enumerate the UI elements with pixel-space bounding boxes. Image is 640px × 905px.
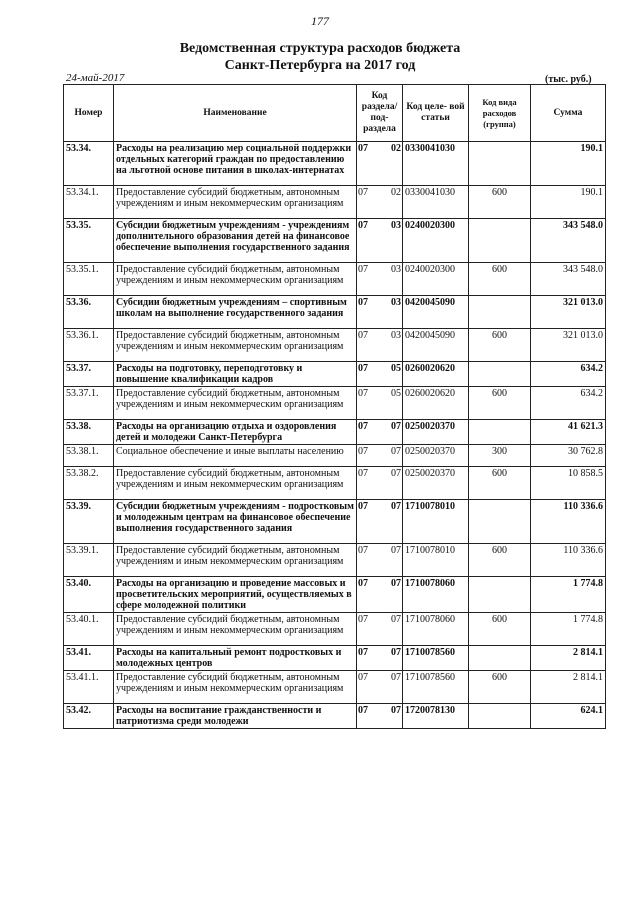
row-subsection: 07	[391, 614, 401, 625]
row-number: 53.34.1.	[64, 186, 114, 219]
row-target-code: 0330041030	[403, 142, 469, 186]
table-row	[64, 362, 606, 387]
row-number: 53.35.1.	[64, 263, 114, 296]
row-number: 53.37.1.	[64, 387, 114, 420]
row-target-code: 1710078560	[403, 671, 469, 704]
row-name: Предоставление субсидий бюджетным, автономным учреждениям и иным некоммерческим организациям	[114, 186, 357, 219]
table-header-row	[64, 85, 606, 142]
row-target-code: 0330041030	[403, 186, 469, 219]
row-section-code	[357, 219, 403, 263]
row-section-code	[357, 467, 403, 500]
row-sum: 10 858.5	[531, 467, 606, 500]
row-expense-type: 600	[469, 544, 531, 577]
table-row	[64, 329, 606, 362]
row-expense-type: 600	[469, 671, 531, 704]
table-row	[64, 142, 606, 186]
row-sum: 2 814.1	[531, 671, 606, 704]
row-subsection: 07	[391, 578, 401, 589]
row-sum: 1 774.8	[531, 613, 606, 646]
header-sum: Сумма	[531, 85, 606, 142]
table-row	[64, 467, 606, 500]
header-kvr: Код вида расходов (группа)	[469, 85, 531, 142]
table-row	[64, 646, 606, 671]
row-sum: 634.2	[531, 387, 606, 420]
row-expense-type: 600	[469, 613, 531, 646]
row-sum: 343 548.0	[531, 219, 606, 263]
header-target: Код целе- вой статьи	[403, 85, 469, 142]
row-section-code	[357, 142, 403, 186]
row-sum: 110 336.6	[531, 544, 606, 577]
row-expense-type: 600	[469, 263, 531, 296]
row-name: Расходы на подготовку, переподготовку и повышение квалификации кадров	[114, 362, 357, 387]
row-number: 53.42.	[64, 704, 114, 729]
row-expense-type: 600	[469, 387, 531, 420]
row-subsection: 07	[391, 672, 401, 683]
row-subsection: 03	[391, 264, 401, 275]
row-number: 53.40.1.	[64, 613, 114, 646]
row-section-code	[357, 544, 403, 577]
table-row	[64, 577, 606, 613]
document-date: 24-май-2017	[66, 72, 125, 84]
table-row	[64, 445, 606, 467]
row-target-code: 0240020300	[403, 219, 469, 263]
row-section: 07	[358, 143, 368, 154]
row-target-code: 1710078010	[403, 500, 469, 544]
row-sum: 321 013.0	[531, 296, 606, 329]
row-number: 53.36.	[64, 296, 114, 329]
table-row	[64, 544, 606, 577]
row-name: Субсидии бюджетным учреждениям - учреждениям дополнительного образования детей на финансовое обеспечение выполнения государственного задания	[114, 219, 357, 263]
row-number: 53.41.1.	[64, 671, 114, 704]
header-number: Номер	[64, 85, 114, 142]
row-section: 07	[358, 363, 368, 374]
row-name: Расходы на воспитание гражданственности и патриотизма среди молодежи	[114, 704, 357, 729]
row-sum: 2 814.1	[531, 646, 606, 671]
row-section-code	[357, 445, 403, 467]
row-name: Социальное обеспечение и иные выплаты населению	[114, 445, 357, 467]
row-section-code	[357, 296, 403, 329]
row-expense-type	[469, 704, 531, 729]
row-number: 53.34.	[64, 142, 114, 186]
row-section: 07	[358, 446, 368, 457]
row-section-code	[357, 362, 403, 387]
row-target-code: 0260020620	[403, 387, 469, 420]
row-subsection: 07	[391, 705, 401, 716]
header-section: Код раздела/ под- раздела	[357, 85, 403, 142]
row-section-code	[357, 613, 403, 646]
row-sum: 1 774.8	[531, 577, 606, 613]
row-subsection: 07	[391, 647, 401, 658]
row-sum: 343 548.0	[531, 263, 606, 296]
row-number: 53.41.	[64, 646, 114, 671]
row-section: 07	[358, 297, 368, 308]
table-row	[64, 613, 606, 646]
row-target-code: 0240020300	[403, 263, 469, 296]
row-name: Предоставление субсидий бюджетным, автономным учреждениям и иным некоммерческим организациям	[114, 263, 357, 296]
row-section: 07	[358, 330, 368, 341]
row-subsection: 07	[391, 446, 401, 457]
row-section: 07	[358, 614, 368, 625]
row-sum: 110 336.6	[531, 500, 606, 544]
row-expense-type: 600	[469, 467, 531, 500]
row-name: Расходы на капитальный ремонт подростковых и молодежных центров	[114, 646, 357, 671]
row-section: 07	[358, 220, 368, 231]
row-name: Субсидии бюджетным учреждениям – спортивным школам на выполнение государственного задания	[114, 296, 357, 329]
row-subsection: 02	[391, 187, 401, 198]
row-expense-type: 600	[469, 186, 531, 219]
row-target-code: 1710078060	[403, 613, 469, 646]
row-target-code: 0260020620	[403, 362, 469, 387]
row-section: 07	[358, 264, 368, 275]
row-expense-type	[469, 362, 531, 387]
row-section-code	[357, 500, 403, 544]
row-subsection: 02	[391, 143, 401, 154]
row-section-code	[357, 671, 403, 704]
row-expense-type	[469, 420, 531, 445]
row-expense-type	[469, 577, 531, 613]
row-number: 53.38.2.	[64, 467, 114, 500]
row-sum: 634.2	[531, 362, 606, 387]
row-target-code: 1710078060	[403, 577, 469, 613]
page-number: 177	[311, 14, 329, 28]
row-name: Предоставление субсидий бюджетным, автономным учреждениям и иным некоммерческим организациям	[114, 329, 357, 362]
table-row	[64, 219, 606, 263]
row-section: 07	[358, 672, 368, 683]
row-name: Предоставление субсидий бюджетным, автономным учреждениям и иным некоммерческим организациям	[114, 387, 357, 420]
row-section-code	[357, 329, 403, 362]
table-row	[64, 263, 606, 296]
row-sum: 190.1	[531, 142, 606, 186]
row-number: 53.39.	[64, 500, 114, 544]
row-name: Предоставление субсидий бюджетным, автономным учреждениям и иным некоммерческим организациям	[114, 544, 357, 577]
row-expense-type	[469, 142, 531, 186]
row-sum: 41 621.3	[531, 420, 606, 445]
header-name: Наименование	[114, 85, 357, 142]
row-section-code	[357, 420, 403, 445]
row-sum: 30 762.8	[531, 445, 606, 467]
row-section: 07	[358, 705, 368, 716]
row-subsection: 03	[391, 297, 401, 308]
row-number: 53.38.	[64, 420, 114, 445]
budget-table	[63, 84, 606, 729]
row-section-code	[357, 387, 403, 420]
row-expense-type: 300	[469, 445, 531, 467]
row-name: Предоставление субсидий бюджетным, автономным учреждениям и иным некоммерческим организациям	[114, 467, 357, 500]
units-label: (тыс. руб.)	[545, 74, 592, 85]
row-section: 07	[358, 501, 368, 512]
document-title	[0, 40, 640, 74]
row-section: 07	[358, 421, 368, 432]
row-section: 07	[358, 545, 368, 556]
row-subsection: 07	[391, 468, 401, 479]
row-section-code	[357, 646, 403, 671]
row-subsection: 03	[391, 330, 401, 341]
row-sum: 321 013.0	[531, 329, 606, 362]
table-row	[64, 387, 606, 420]
row-subsection: 05	[391, 363, 401, 374]
row-target-code: 1710078560	[403, 646, 469, 671]
row-name: Предоставление субсидий бюджетным, автономным учреждениям и иным некоммерческим организациям	[114, 613, 357, 646]
row-expense-type	[469, 219, 531, 263]
row-expense-type	[469, 646, 531, 671]
row-number: 53.36.1.	[64, 329, 114, 362]
row-number: 53.39.1.	[64, 544, 114, 577]
row-expense-type: 600	[469, 329, 531, 362]
row-subsection: 03	[391, 220, 401, 231]
table-row	[64, 500, 606, 544]
table-row	[64, 296, 606, 329]
title-line-2: Санкт-Петербурга на 2017 год	[224, 58, 416, 73]
row-target-code: 0250020370	[403, 445, 469, 467]
row-number: 53.37.	[64, 362, 114, 387]
row-target-code: 1710078010	[403, 544, 469, 577]
row-expense-type	[469, 296, 531, 329]
table-row	[64, 186, 606, 219]
row-subsection: 07	[391, 545, 401, 556]
row-name: Расходы на реализацию мер социальной поддержки отдельных категорий граждан по предоставлению на льготной основе питания в школах-интернатах	[114, 142, 357, 186]
row-number: 53.35.	[64, 219, 114, 263]
row-section: 07	[358, 647, 368, 658]
row-section: 07	[358, 578, 368, 589]
row-subsection: 05	[391, 388, 401, 399]
row-section: 07	[358, 187, 368, 198]
table-row	[64, 420, 606, 445]
table-row	[64, 704, 606, 729]
row-section-code	[357, 263, 403, 296]
row-section-code	[357, 704, 403, 729]
row-number: 53.40.	[64, 577, 114, 613]
row-target-code: 0250020370	[403, 467, 469, 500]
title-line-1: Ведомственная структура расходов бюджета	[179, 41, 461, 56]
row-subsection: 07	[391, 421, 401, 432]
row-target-code: 0250020370	[403, 420, 469, 445]
table-body	[64, 142, 606, 729]
row-number: 53.38.1.	[64, 445, 114, 467]
row-sum: 190.1	[531, 186, 606, 219]
row-name: Предоставление субсидий бюджетным, автономным учреждениям и иным некоммерческим организациям	[114, 671, 357, 704]
row-section: 07	[358, 388, 368, 399]
row-section-code	[357, 186, 403, 219]
row-section-code	[357, 577, 403, 613]
row-target-code: 1720078130	[403, 704, 469, 729]
row-subsection: 07	[391, 501, 401, 512]
row-section: 07	[358, 468, 368, 479]
row-target-code: 0420045090	[403, 329, 469, 362]
row-name: Расходы на организацию и проведение массовых и просветительских мероприятий, осуществляемых в сфере молодежной политики	[114, 577, 357, 613]
table-row	[64, 671, 606, 704]
row-expense-type	[469, 500, 531, 544]
row-name: Расходы на организацию отдыха и оздоровления детей и молодежи Санкт-Петербурга	[114, 420, 357, 445]
row-target-code: 0420045090	[403, 296, 469, 329]
row-sum: 624.1	[531, 704, 606, 729]
row-name: Субсидии бюджетным учреждениям - подростковым и молодежным центрам на финансовое обеспечение выполнения государственного задания	[114, 500, 357, 544]
